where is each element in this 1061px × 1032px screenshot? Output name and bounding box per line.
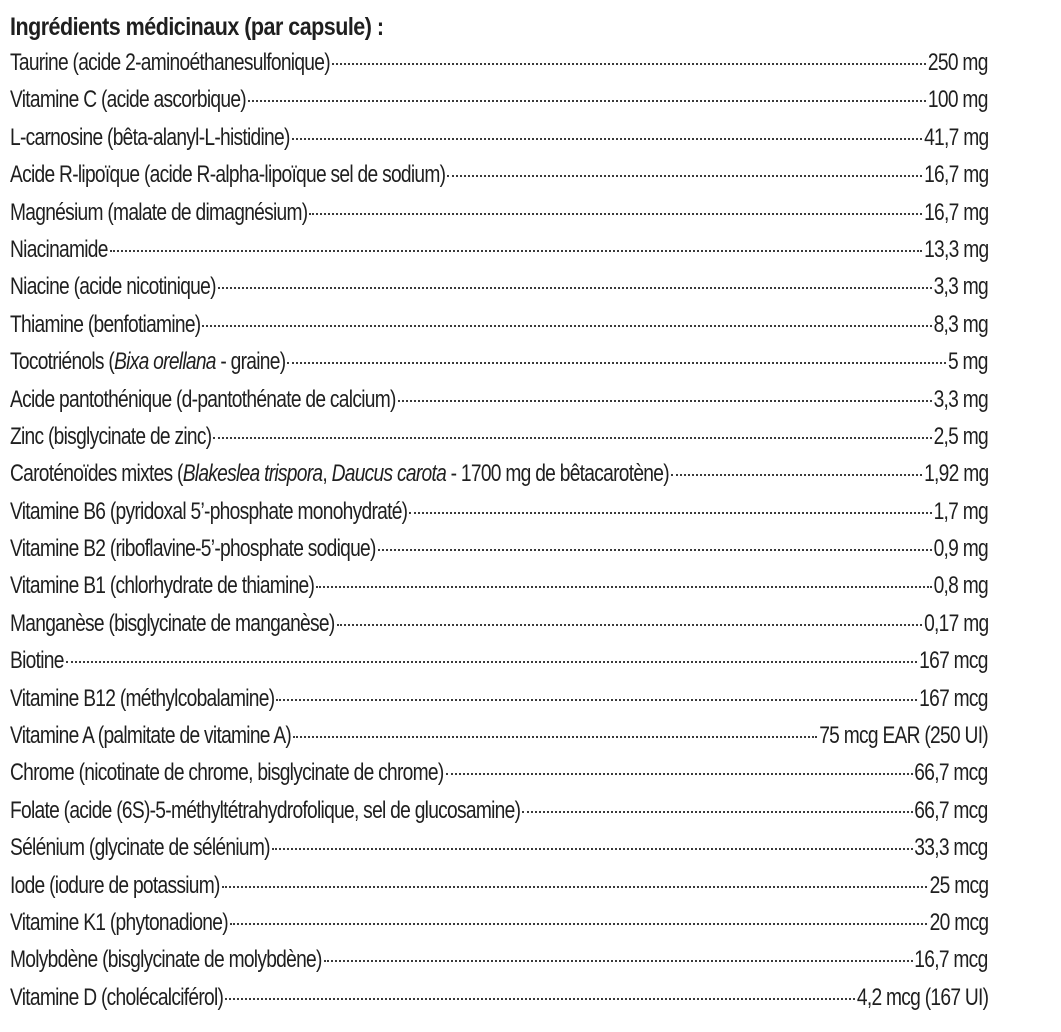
ingredient-amount: 16,7 mcg: [914, 946, 988, 974]
dot-leader: [222, 886, 928, 888]
ingredient-panel: [10, 12, 988, 1016]
ingredient-amount: 13,3 mg: [923, 235, 988, 263]
dot-leader: [671, 474, 922, 476]
ingredient-row: [10, 156, 988, 193]
ingredient-amount: 1,92 mg: [923, 460, 988, 488]
ingredient-name-italic-part: Blakeslea trispora: [182, 460, 323, 488]
ingredient-name-italic-part: Bixa orellana: [114, 348, 216, 376]
dot-leader: [272, 848, 913, 850]
ingredient-amount: 16,7 mg: [923, 161, 988, 189]
ingredient-amount: 66,7 mcg: [914, 796, 988, 824]
dot-leader: [337, 624, 922, 626]
dot-leader: [110, 250, 922, 252]
ingredient-row: [10, 867, 988, 904]
ingredient-row: [10, 81, 988, 118]
ingredient-name: Acide pantothénique (d-pantothénate de calcium): [10, 385, 396, 413]
ingredient-row: [10, 418, 988, 455]
ingredient-row: [10, 530, 988, 567]
ingredient-row: [10, 194, 988, 231]
ingredient-name-part: - 1700 mg de bêtacarotène): [446, 460, 669, 488]
ingredient-amount: 16,7 mg: [923, 198, 988, 226]
dot-leader: [446, 773, 913, 775]
ingredient-amount: 0,8 mg: [933, 572, 988, 600]
ingredient-amount: 3,3 mg: [933, 273, 988, 301]
dot-leader: [293, 736, 817, 738]
ingredient-name: Vitamine D (cholécalciférol): [10, 983, 224, 1011]
ingredient-name: Vitamine B6 (pyridoxal 5’-phosphate monohydraté): [10, 497, 408, 525]
ingredient-row: [10, 979, 988, 1016]
dot-leader: [213, 437, 931, 439]
ingredient-name: Vitamine K1 (phytonadione): [10, 908, 228, 936]
ingredient-amount: 0,17 mg: [923, 609, 988, 637]
ingredient-name-part: Caroténoïdes mixtes (: [10, 460, 183, 488]
ingredient-list: [10, 44, 988, 1016]
ingredient-row: [10, 642, 988, 679]
ingredient-row: [10, 904, 988, 941]
dot-leader: [276, 699, 917, 701]
ingredient-amount: 167 mcg: [919, 684, 988, 712]
ingredient-row: [10, 680, 988, 717]
ingredient-name-part: ,: [322, 460, 332, 488]
ingredient-row: [10, 605, 988, 642]
dot-leader: [230, 923, 927, 925]
ingredient-row: [10, 119, 988, 156]
ingredient-amount: 75 mcg EAR (250 UI): [819, 722, 988, 750]
ingredient-name: Biotine: [10, 647, 64, 675]
ingredient-name: [10, 455, 669, 492]
ingredient-name: Acide R-lipoïque (acide R-alpha-lipoïque sel de sodium): [10, 161, 446, 189]
ingredient-name: [10, 343, 285, 380]
ingredient-row: [10, 493, 988, 530]
ingredient-amount: 0,9 mg: [933, 535, 988, 563]
dot-leader: [332, 63, 926, 65]
dot-leader: [316, 586, 931, 588]
ingredient-name: Vitamine C (acide ascorbique): [10, 86, 246, 114]
ingredient-name: Molybdène (bisglycinate de molybdène): [10, 946, 322, 974]
ingredient-amount: 5 mg: [948, 348, 988, 376]
ingredient-row: [10, 829, 988, 866]
ingredient-row: [10, 567, 988, 604]
ingredient-amount: 1,7 mg: [933, 497, 988, 525]
ingredient-name: Vitamine B2 (riboflavine-5’-phosphate sodique): [10, 535, 376, 563]
ingredient-amount: 41,7 mg: [923, 123, 988, 151]
ingredient-row: [10, 792, 988, 829]
ingredient-name: Niacinamide: [10, 235, 108, 263]
ingredient-name: Vitamine B12 (méthylcobalamine): [10, 684, 275, 712]
dot-leader: [202, 325, 931, 327]
ingredient-name: Zinc (bisglycinate de zinc): [10, 422, 212, 450]
dot-leader: [522, 811, 912, 813]
ingredient-name: Vitamine B1 (chlorhydrate de thiamine): [10, 572, 315, 600]
ingredient-amount: 100 mg: [928, 86, 988, 114]
dot-leader: [225, 998, 854, 1000]
ingredient-name-part: Tocotriénols (: [10, 348, 115, 376]
ingredient-name: Chrome (nicotinate de chrome, bisglycinate de chrome): [10, 759, 444, 787]
dot-leader: [287, 362, 946, 364]
ingredient-name: Taurine (acide 2-aminoéthanesulfonique): [10, 49, 330, 76]
ingredient-amount: 2,5 mg: [933, 422, 988, 450]
ingredient-name: Vitamine A (palmitate de vitamine A): [10, 722, 292, 750]
ingredient-amount: 33,3 mcg: [914, 834, 988, 862]
ingredient-row: [10, 231, 988, 268]
ingredient-name: Thiamine (benfotiamine): [10, 310, 201, 338]
dot-leader: [309, 213, 921, 215]
dot-leader: [218, 287, 932, 289]
ingredient-amount: 4,2 mcg (167 UI): [856, 983, 988, 1011]
ingredient-name: Niacine (acide nicotinique): [10, 273, 216, 301]
panel-heading: Ingrédients médicinaux (par capsule) :: [10, 13, 384, 41]
ingredient-name-italic-part: Daucus carota: [331, 460, 447, 488]
ingredient-name: Folate (acide (6S)-5-méthyltétrahydrofolique, sel de glucosamine): [10, 796, 521, 824]
ingredient-row: [10, 381, 988, 418]
ingredient-amount: 3,3 mg: [933, 385, 988, 413]
ingredient-row: [10, 455, 988, 492]
ingredient-row: [10, 306, 988, 343]
ingredient-name: Iode (iodure de potassium): [10, 871, 220, 899]
ingredient-row: [10, 941, 988, 978]
ingredient-name: Magnésium (malate de dimagnésium): [10, 198, 308, 226]
dot-leader: [409, 512, 931, 514]
dot-leader: [447, 175, 921, 177]
ingredient-amount: 8,3 mg: [933, 310, 988, 338]
ingredient-row: [10, 717, 988, 754]
dot-leader: [398, 400, 932, 402]
dot-leader: [248, 100, 926, 102]
ingredient-name: Manganèse (bisglycinate de manganèse): [10, 609, 335, 637]
ingredient-row: [10, 343, 988, 380]
ingredient-row: [10, 268, 988, 305]
dot-leader: [324, 960, 913, 962]
ingredient-name: L-carnosine (bêta-alanyl-L-histidine): [10, 123, 290, 151]
ingredient-amount: 167 mcg: [919, 647, 988, 675]
dot-leader: [378, 549, 932, 551]
ingredient-amount: 250 mg: [928, 49, 988, 76]
ingredient-amount: 66,7 mcg: [914, 759, 988, 787]
dot-leader: [292, 138, 922, 140]
dot-leader: [66, 661, 918, 663]
ingredient-name-part: - graine): [215, 348, 286, 376]
ingredient-amount: 20 mcg: [929, 908, 988, 936]
ingredient-row: [10, 754, 988, 791]
ingredient-row: [10, 44, 988, 81]
ingredient-name: Sélénium (glycinate de sélénium): [10, 834, 270, 862]
ingredient-amount: 25 mcg: [929, 871, 988, 899]
